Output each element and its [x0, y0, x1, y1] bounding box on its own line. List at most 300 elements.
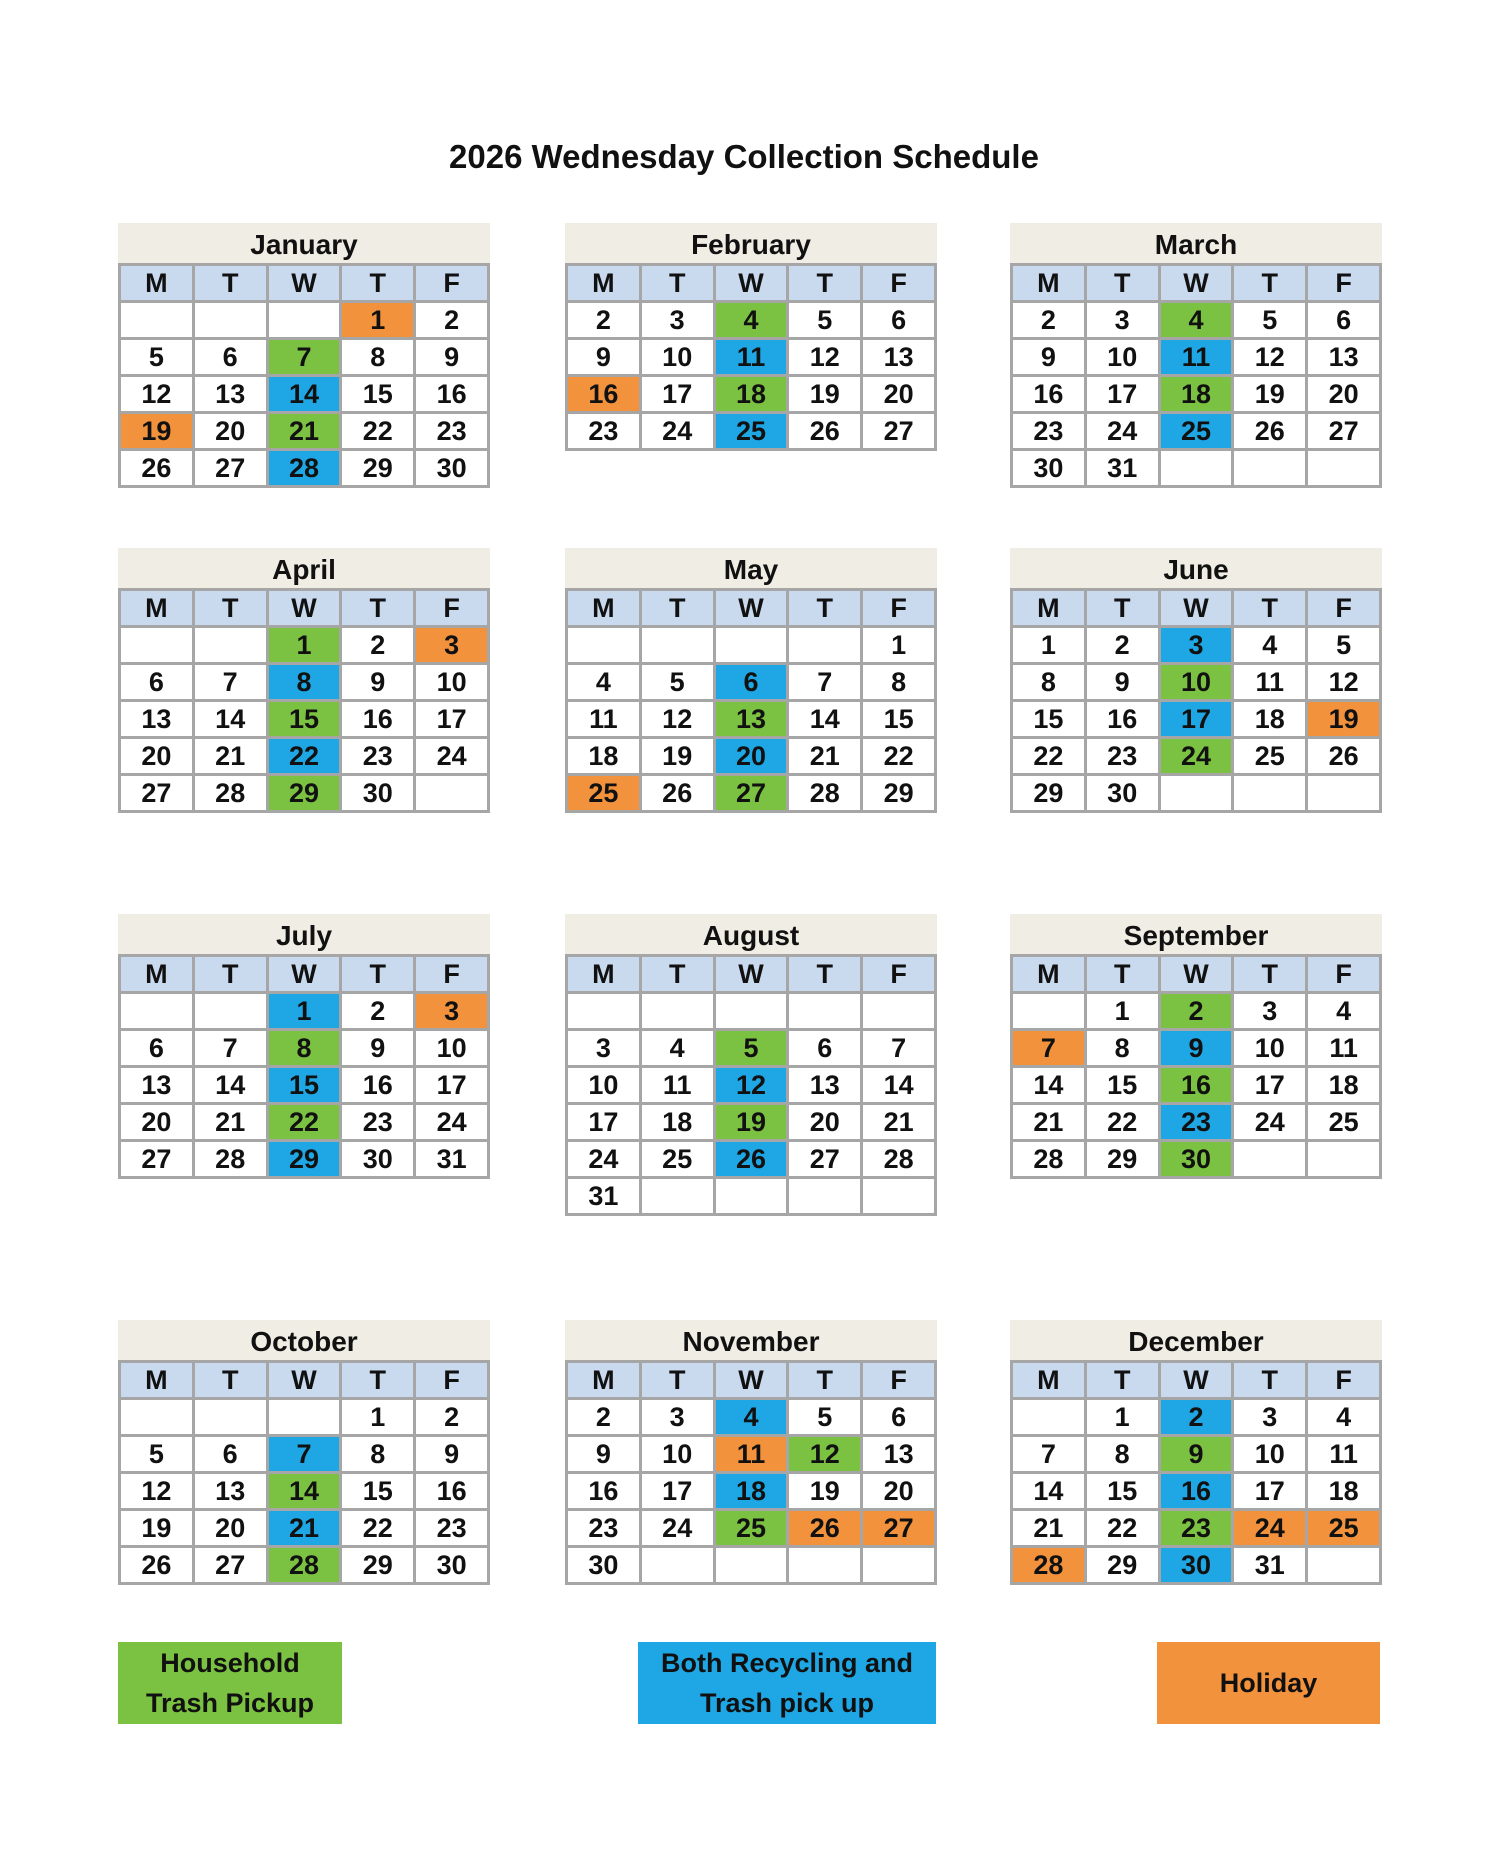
weekday-header: T: [1233, 956, 1307, 993]
week-row: [567, 413, 936, 450]
month-calendar: [118, 548, 490, 813]
day-cell: 15: [267, 701, 341, 738]
weekday-header: T: [193, 590, 267, 627]
day-cell: 18: [1233, 701, 1307, 738]
day-cell: 19: [714, 1104, 788, 1141]
month-table: [118, 263, 490, 488]
weekday-header: W: [1159, 265, 1233, 302]
day-cell: 9: [567, 1436, 641, 1473]
day-cell: 11: [1307, 1436, 1381, 1473]
weekday-header: M: [120, 590, 194, 627]
month-table: [565, 1360, 937, 1585]
day-cell: 12: [788, 1436, 862, 1473]
day-cell: 2: [1159, 1399, 1233, 1436]
day-cell: 21: [193, 1104, 267, 1141]
day-cell: 9: [1159, 1030, 1233, 1067]
day-cell: 2: [1012, 302, 1086, 339]
weekday-header-row: [1012, 590, 1381, 627]
day-cell: [1233, 775, 1307, 812]
week-row: [120, 1067, 489, 1104]
day-cell: 6: [862, 1399, 936, 1436]
week-row: [567, 302, 936, 339]
month-calendar: [118, 914, 490, 1179]
week-row: [1012, 775, 1381, 812]
day-cell: 29: [341, 450, 415, 487]
weekday-header-row: [567, 265, 936, 302]
week-row: [120, 775, 489, 812]
day-cell: 10: [1233, 1436, 1307, 1473]
day-cell: 6: [1307, 302, 1381, 339]
day-cell: 14: [267, 376, 341, 413]
day-cell: 8: [341, 339, 415, 376]
weekday-header: T: [341, 956, 415, 993]
legend-label: Trash pick up: [699, 1688, 875, 1718]
day-cell: 5: [1233, 302, 1307, 339]
month-name: March: [1010, 223, 1382, 263]
month-table: [118, 1360, 490, 1585]
week-row: [1012, 339, 1381, 376]
day-cell: 4: [1233, 627, 1307, 664]
month-name: May: [565, 548, 937, 588]
day-cell: 4: [640, 1030, 714, 1067]
day-cell: 16: [415, 376, 489, 413]
day-cell: [120, 302, 194, 339]
week-row: [1012, 1510, 1381, 1547]
day-cell: 16: [415, 1473, 489, 1510]
weekday-header: T: [1085, 265, 1159, 302]
day-cell: 27: [193, 1547, 267, 1584]
day-cell: 9: [1012, 339, 1086, 376]
day-cell: 8: [341, 1436, 415, 1473]
month-name: July: [118, 914, 490, 954]
month-table: [1010, 1360, 1382, 1585]
day-cell: 29: [1085, 1547, 1159, 1584]
weekday-header: T: [788, 1362, 862, 1399]
day-cell: 9: [415, 339, 489, 376]
weekday-header: T: [1233, 265, 1307, 302]
day-cell: 4: [1307, 993, 1381, 1030]
day-cell: 1: [1085, 1399, 1159, 1436]
week-row: [120, 1104, 489, 1141]
day-cell: [120, 627, 194, 664]
day-cell: 26: [1233, 413, 1307, 450]
legend-household-trash: [118, 1642, 342, 1724]
day-cell: 29: [267, 775, 341, 812]
day-cell: 1: [1012, 627, 1086, 664]
day-cell: [1307, 450, 1381, 487]
day-cell: 4: [714, 1399, 788, 1436]
week-row: [1012, 1030, 1381, 1067]
day-cell: 24: [567, 1141, 641, 1178]
weekday-header: M: [120, 1362, 194, 1399]
day-cell: [1307, 1547, 1381, 1584]
day-cell: 6: [193, 1436, 267, 1473]
day-cell: [1307, 775, 1381, 812]
weekday-header: F: [415, 590, 489, 627]
weekday-header: T: [1085, 590, 1159, 627]
day-cell: [788, 627, 862, 664]
weekday-header: M: [567, 265, 641, 302]
day-cell: 30: [341, 775, 415, 812]
weekday-header: F: [415, 265, 489, 302]
legend-label: Trash Pickup: [145, 1688, 315, 1718]
day-cell: 27: [862, 413, 936, 450]
day-cell: 28: [267, 1547, 341, 1584]
day-cell: 10: [415, 1030, 489, 1067]
weekday-header: T: [1085, 956, 1159, 993]
week-row: [1012, 1547, 1381, 1584]
day-cell: 1: [341, 302, 415, 339]
weekday-header: M: [1012, 956, 1086, 993]
week-row: [1012, 664, 1381, 701]
day-cell: 7: [193, 1030, 267, 1067]
day-cell: 12: [120, 376, 194, 413]
day-cell: [714, 1547, 788, 1584]
day-cell: 10: [640, 339, 714, 376]
day-cell: 22: [341, 1510, 415, 1547]
weekday-header: W: [267, 590, 341, 627]
day-cell: 15: [341, 1473, 415, 1510]
day-cell: 2: [415, 302, 489, 339]
week-row: [567, 1436, 936, 1473]
day-cell: 18: [714, 376, 788, 413]
day-cell: 3: [1233, 993, 1307, 1030]
day-cell: [640, 993, 714, 1030]
month-table: [1010, 588, 1382, 813]
day-cell: 17: [1085, 376, 1159, 413]
day-cell: 13: [862, 1436, 936, 1473]
day-cell: 19: [1307, 701, 1381, 738]
weekday-header: W: [267, 956, 341, 993]
day-cell: 28: [788, 775, 862, 812]
day-cell: [788, 993, 862, 1030]
day-cell: 8: [1085, 1436, 1159, 1473]
day-cell: 1: [862, 627, 936, 664]
weekday-header: T: [640, 1362, 714, 1399]
weekday-header: W: [714, 1362, 788, 1399]
day-cell: 20: [714, 738, 788, 775]
weekday-header: T: [193, 265, 267, 302]
day-cell: 9: [567, 339, 641, 376]
weekday-header: T: [193, 956, 267, 993]
day-cell: 15: [267, 1067, 341, 1104]
day-cell: 11: [1159, 339, 1233, 376]
day-cell: 13: [788, 1067, 862, 1104]
week-row: [567, 1547, 936, 1584]
day-cell: 6: [120, 1030, 194, 1067]
day-cell: 22: [862, 738, 936, 775]
month-calendar: [565, 914, 937, 1216]
weekday-header: M: [567, 1362, 641, 1399]
weekday-header: W: [1159, 1362, 1233, 1399]
day-cell: 27: [788, 1141, 862, 1178]
day-cell: 30: [341, 1141, 415, 1178]
day-cell: 28: [193, 1141, 267, 1178]
day-cell: 24: [1085, 413, 1159, 450]
day-cell: 16: [1085, 701, 1159, 738]
legend-label: Both Recycling and: [660, 1648, 914, 1678]
day-cell: 5: [714, 1030, 788, 1067]
weekday-header-row: [567, 956, 936, 993]
day-cell: 25: [1233, 738, 1307, 775]
month-name: November: [565, 1320, 937, 1360]
day-cell: 17: [1233, 1067, 1307, 1104]
day-cell: 23: [567, 413, 641, 450]
day-cell: 24: [1233, 1510, 1307, 1547]
day-cell: [567, 627, 641, 664]
week-row: [567, 1399, 936, 1436]
day-cell: 6: [788, 1030, 862, 1067]
day-cell: 23: [415, 1510, 489, 1547]
week-row: [120, 664, 489, 701]
day-cell: 21: [267, 1510, 341, 1547]
weekday-header: F: [1307, 1362, 1381, 1399]
week-row: [567, 376, 936, 413]
day-cell: 18: [567, 738, 641, 775]
day-cell: 17: [415, 1067, 489, 1104]
day-cell: 28: [267, 450, 341, 487]
day-cell: 3: [640, 1399, 714, 1436]
day-cell: 7: [267, 1436, 341, 1473]
day-cell: 26: [788, 413, 862, 450]
day-cell: [567, 993, 641, 1030]
week-row: [120, 1436, 489, 1473]
day-cell: [714, 1178, 788, 1215]
day-cell: 13: [193, 376, 267, 413]
week-row: [120, 339, 489, 376]
day-cell: 31: [415, 1141, 489, 1178]
day-cell: 24: [640, 1510, 714, 1547]
week-row: [1012, 738, 1381, 775]
day-cell: 18: [714, 1473, 788, 1510]
day-cell: 25: [1307, 1510, 1381, 1547]
day-cell: 16: [341, 1067, 415, 1104]
day-cell: 22: [341, 413, 415, 450]
week-row: [567, 1104, 936, 1141]
day-cell: 20: [788, 1104, 862, 1141]
weekday-header: T: [341, 1362, 415, 1399]
week-row: [120, 701, 489, 738]
day-cell: 20: [120, 1104, 194, 1141]
day-cell: 14: [862, 1067, 936, 1104]
day-cell: 17: [567, 1104, 641, 1141]
day-cell: 25: [640, 1141, 714, 1178]
day-cell: 6: [193, 339, 267, 376]
week-row: [1012, 1141, 1381, 1178]
day-cell: 24: [1159, 738, 1233, 775]
day-cell: 21: [193, 738, 267, 775]
week-row: [567, 993, 936, 1030]
day-cell: 16: [567, 1473, 641, 1510]
day-cell: 31: [567, 1178, 641, 1215]
day-cell: 26: [640, 775, 714, 812]
day-cell: 6: [862, 302, 936, 339]
weekday-header: M: [1012, 590, 1086, 627]
day-cell: 22: [1085, 1510, 1159, 1547]
day-cell: 18: [1307, 1473, 1381, 1510]
weekday-header: T: [640, 590, 714, 627]
day-cell: 10: [415, 664, 489, 701]
weekday-header-row: [120, 265, 489, 302]
month-table: [118, 954, 490, 1179]
day-cell: [1159, 775, 1233, 812]
weekday-header: T: [1233, 1362, 1307, 1399]
legend-recycling-and-trash: [638, 1642, 936, 1724]
day-cell: 8: [1085, 1030, 1159, 1067]
day-cell: 22: [1085, 1104, 1159, 1141]
week-row: [1012, 376, 1381, 413]
month-table: [118, 588, 490, 813]
week-row: [120, 627, 489, 664]
day-cell: 13: [714, 701, 788, 738]
day-cell: 11: [1307, 1030, 1381, 1067]
week-row: [120, 1030, 489, 1067]
day-cell: 25: [714, 413, 788, 450]
month-calendar: [1010, 1320, 1382, 1585]
day-cell: 2: [415, 1399, 489, 1436]
weekday-header-row: [1012, 265, 1381, 302]
weekday-header-row: [1012, 1362, 1381, 1399]
weekday-header-row: [1012, 956, 1381, 993]
weekday-header: F: [415, 1362, 489, 1399]
week-row: [120, 738, 489, 775]
week-row: [1012, 627, 1381, 664]
weekday-header: T: [1233, 590, 1307, 627]
day-cell: 15: [862, 701, 936, 738]
week-row: [120, 376, 489, 413]
day-cell: 7: [267, 339, 341, 376]
day-cell: [193, 627, 267, 664]
week-row: [1012, 701, 1381, 738]
day-cell: 18: [1307, 1067, 1381, 1104]
day-cell: 29: [267, 1141, 341, 1178]
day-cell: 3: [415, 627, 489, 664]
day-cell: 8: [267, 664, 341, 701]
day-cell: 23: [341, 1104, 415, 1141]
day-cell: 29: [341, 1547, 415, 1584]
weekday-header: T: [640, 956, 714, 993]
day-cell: [788, 1547, 862, 1584]
day-cell: 20: [193, 1510, 267, 1547]
day-cell: [640, 1178, 714, 1215]
day-cell: 5: [120, 339, 194, 376]
week-row: [120, 413, 489, 450]
day-cell: 15: [1012, 701, 1086, 738]
day-cell: 21: [1012, 1510, 1086, 1547]
day-cell: 23: [1159, 1104, 1233, 1141]
day-cell: 14: [1012, 1067, 1086, 1104]
week-row: [567, 775, 936, 812]
weekday-header: T: [788, 265, 862, 302]
day-cell: 11: [714, 339, 788, 376]
day-cell: 7: [193, 664, 267, 701]
week-row: [120, 1399, 489, 1436]
weekday-header: W: [1159, 590, 1233, 627]
week-row: [1012, 993, 1381, 1030]
day-cell: 25: [1159, 413, 1233, 450]
day-cell: 12: [714, 1067, 788, 1104]
day-cell: 31: [1233, 1547, 1307, 1584]
day-cell: 30: [1012, 450, 1086, 487]
day-cell: 6: [120, 664, 194, 701]
weekday-header: F: [415, 956, 489, 993]
day-cell: 17: [640, 1473, 714, 1510]
day-cell: [640, 1547, 714, 1584]
day-cell: [640, 627, 714, 664]
week-row: [1012, 1473, 1381, 1510]
day-cell: 5: [788, 1399, 862, 1436]
week-row: [1012, 450, 1381, 487]
day-cell: 12: [120, 1473, 194, 1510]
day-cell: [1012, 1399, 1086, 1436]
day-cell: 7: [1012, 1436, 1086, 1473]
day-cell: 2: [1085, 627, 1159, 664]
day-cell: 23: [341, 738, 415, 775]
day-cell: 24: [1233, 1104, 1307, 1141]
day-cell: 13: [193, 1473, 267, 1510]
month-table: [1010, 263, 1382, 488]
month-name: August: [565, 914, 937, 954]
week-row: [1012, 302, 1381, 339]
day-cell: [193, 302, 267, 339]
weekday-header: F: [1307, 265, 1381, 302]
day-cell: [120, 993, 194, 1030]
weekday-header: M: [120, 265, 194, 302]
day-cell: 30: [415, 450, 489, 487]
day-cell: [714, 627, 788, 664]
weekday-header: W: [714, 265, 788, 302]
weekday-header: M: [120, 956, 194, 993]
day-cell: 21: [1012, 1104, 1086, 1141]
day-cell: 22: [1012, 738, 1086, 775]
day-cell: 27: [120, 775, 194, 812]
month-calendar: [1010, 223, 1382, 488]
weekday-header: F: [862, 590, 936, 627]
weekday-header: F: [1307, 956, 1381, 993]
day-cell: [1159, 450, 1233, 487]
day-cell: 24: [415, 1104, 489, 1141]
day-cell: 27: [1307, 413, 1381, 450]
day-cell: 22: [267, 1104, 341, 1141]
day-cell: 31: [1085, 450, 1159, 487]
day-cell: [193, 1399, 267, 1436]
day-cell: 12: [788, 339, 862, 376]
month-calendar: [1010, 914, 1382, 1179]
day-cell: 19: [640, 738, 714, 775]
day-cell: 15: [1085, 1473, 1159, 1510]
month-name: April: [118, 548, 490, 588]
day-cell: 27: [714, 775, 788, 812]
weekday-header: F: [1307, 590, 1381, 627]
day-cell: 1: [1085, 993, 1159, 1030]
day-cell: 17: [640, 376, 714, 413]
day-cell: [1012, 993, 1086, 1030]
day-cell: 12: [1233, 339, 1307, 376]
day-cell: 27: [120, 1141, 194, 1178]
week-row: [567, 664, 936, 701]
day-cell: [1307, 1141, 1381, 1178]
week-row: [1012, 1067, 1381, 1104]
day-cell: 12: [640, 701, 714, 738]
month-calendar: [565, 223, 937, 451]
day-cell: 21: [267, 413, 341, 450]
day-cell: 9: [1159, 1436, 1233, 1473]
day-cell: 7: [1012, 1030, 1086, 1067]
day-cell: 20: [120, 738, 194, 775]
day-cell: 13: [1307, 339, 1381, 376]
day-cell: 26: [120, 450, 194, 487]
day-cell: 10: [1159, 664, 1233, 701]
